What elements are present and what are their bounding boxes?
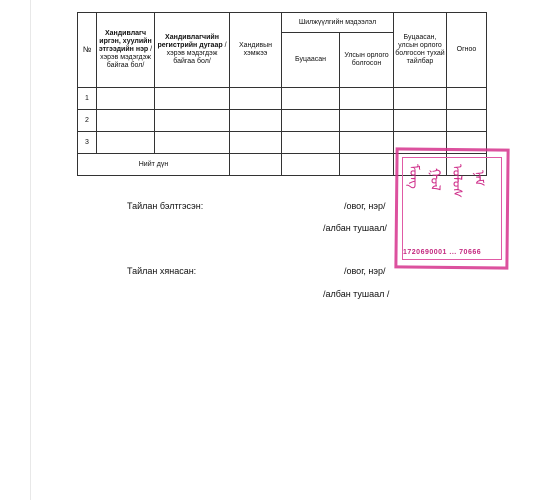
stamp-script-column: ᠮᠣᠩ — [406, 164, 421, 189]
table-cell[interactable] — [230, 88, 282, 110]
table-cell[interactable] — [394, 88, 447, 110]
row-number: 1 — [78, 88, 97, 110]
header-register-rest: /хэрэв мэдэгдэж байгаа бол/ — [166, 42, 227, 65]
header-citizen-name-rest: /хэрэв мэдэгдэж байгаа бол/ — [100, 46, 153, 69]
scan-edge-line — [30, 0, 31, 500]
table-cell[interactable] — [282, 132, 340, 154]
table-cell[interactable] — [155, 88, 230, 110]
header-register — [155, 13, 230, 88]
table-cell[interactable] — [97, 132, 155, 154]
table-cell[interactable] — [155, 110, 230, 132]
stamp-script-column: ᠤᠯᠤᠰ — [449, 164, 464, 198]
table-cell[interactable] — [282, 154, 340, 176]
stamp-script-column: ᠨᠠᠮ — [471, 170, 486, 187]
table-cell[interactable] — [97, 88, 155, 110]
total-label: Нийт дүн — [78, 154, 230, 176]
compiled-by-label: Тайлан бэлтгэсэн: — [127, 201, 204, 211]
checked-by-label: Тайлан хянасан: — [127, 266, 197, 276]
table-cell[interactable] — [230, 110, 282, 132]
header-register-bold: Хандивлагчийн регистрийн дугаар — [157, 34, 223, 49]
checked-by-position: /албан тушаал / — [323, 289, 390, 299]
official-stamp — [395, 148, 513, 273]
table-cell[interactable] — [447, 88, 487, 110]
table-cell[interactable] — [230, 132, 282, 154]
table-cell[interactable] — [97, 110, 155, 132]
header-transfer-info: Шилжүүлгийн мэдээлэл — [282, 13, 394, 33]
stamp-script-column: ᠭᠣᠯ — [427, 168, 442, 191]
table-cell[interactable] — [340, 110, 394, 132]
table-cell[interactable] — [394, 110, 447, 132]
table-cell[interactable] — [282, 110, 340, 132]
header-citizen-name-bold: Хандивлагч иргэн, хуулийн этгээдийн нэр — [98, 30, 152, 53]
table-row — [78, 88, 487, 110]
header-state-income: Улсын орлого болгосон — [340, 33, 394, 88]
table-cell[interactable] — [340, 154, 394, 176]
header-amount: Хандивын хэмжээ — [230, 13, 282, 88]
stamp-serial: 1720690001 ... 70666 — [403, 249, 482, 256]
table-cell[interactable] — [155, 132, 230, 154]
row-number: 3 — [78, 132, 97, 154]
table-cell[interactable] — [282, 88, 340, 110]
checked-by-name: /овог, нэр/ — [344, 266, 386, 276]
header-no: № — [78, 13, 97, 88]
header-date: Огноо — [447, 13, 487, 88]
table-cell[interactable] — [447, 110, 487, 132]
table-cell[interactable] — [230, 154, 282, 176]
header-note: Буцаасан, улсын орлого болгосон тухай тайлбар — [394, 13, 447, 88]
table-cell[interactable] — [340, 132, 394, 154]
header-returned: Буцаасан — [282, 33, 340, 88]
table-row — [78, 110, 487, 132]
table-cell[interactable] — [340, 88, 394, 110]
compiled-by-name: /овог, нэр/ — [344, 201, 386, 211]
row-number: 2 — [78, 110, 97, 132]
header-citizen-name — [97, 13, 155, 88]
compiled-by-position: /албан тушаал/ — [323, 223, 387, 233]
